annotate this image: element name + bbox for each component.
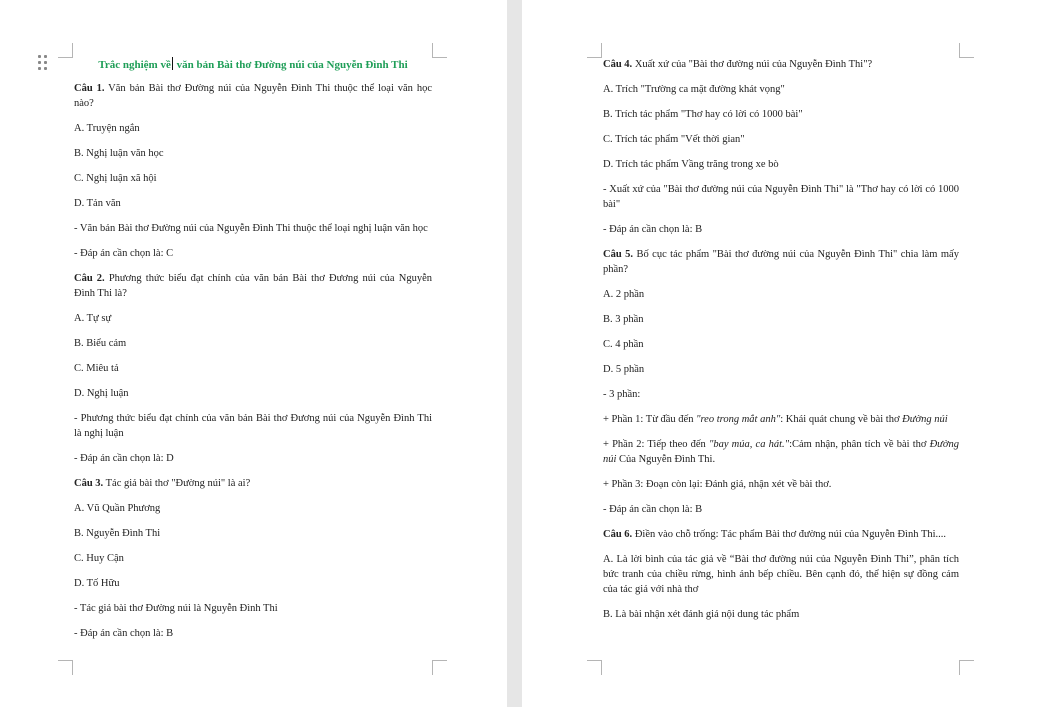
page-content (603, 57, 959, 632)
question-number: Câu 5. (603, 249, 633, 260)
margin-mark-bottom-right (432, 660, 447, 675)
explanation: - Xuất xứ của "Bài thơ đường núi của Nguyễn Đình Thi" là "Thơ hay có lời có 1000 bài" (603, 184, 959, 210)
question-2 (74, 271, 432, 301)
option: D. 5 phần (603, 364, 645, 375)
question-1 (74, 81, 432, 111)
text-cursor (172, 57, 173, 70)
option: B. Là bài nhận xét đánh giá nội dung tác phẩm (603, 609, 800, 620)
document-page-right[interactable] (522, 0, 1040, 707)
option: D. Tản văn (74, 198, 121, 209)
answer: - Đáp án cần chọn là: B (603, 224, 703, 235)
option: B. 3 phần (603, 314, 644, 325)
margin-mark-top-right (959, 43, 974, 58)
option: A. Trích "Trường ca mặt đường khát vọng" (603, 84, 785, 95)
option: C. Trích tác phẩm "Vết thời gian" (603, 134, 745, 145)
option: D. Tố Hữu (74, 578, 120, 589)
option: A. Truyện ngắn (74, 123, 140, 134)
option: D. Nghị luận (74, 388, 129, 399)
parts-intro: - 3 phần: (603, 389, 641, 400)
margin-mark-bottom-left (587, 660, 602, 675)
question-number: Câu 2. (74, 273, 105, 284)
option: A. Tự sự (74, 313, 112, 324)
explanation: - Văn bản Bài thơ Đường núi của Nguyễn Đình Thi thuộc thể loại nghị luận văn học (74, 223, 428, 234)
answer: - Đáp án cần chọn là: B (603, 504, 703, 515)
answer: - Đáp án cần chọn là: D (74, 453, 174, 464)
part-2: + Phần 2: Tiếp theo đến "bay múa, ca hát.":Cảm nhận, phân tích về bài thơ Đường núi Của Nguyễn Đình Thi. (603, 439, 959, 465)
question-5 (603, 247, 959, 277)
question-number: Câu 1. (74, 83, 105, 94)
paragraph-move-handle-icon[interactable] (38, 55, 50, 71)
question-text: Bố cục tác phẩm "Bài thơ đường núi của Nguyễn Đình Thi" chia làm mấy phần? (603, 249, 959, 275)
option: B. Nguyễn Đình Thi (74, 528, 161, 539)
answer: - Đáp án cần chọn là: B (74, 628, 174, 639)
document-title[interactable]: Trắc nghiệm về văn bản Bài thơ Đường núi của Nguyễn Đình Thi (98, 59, 408, 71)
question-text: Tác giả bài thơ "Đường núi" là ai? (103, 478, 251, 489)
option: C. Huy Cận (74, 553, 124, 564)
question-number: Câu 4. (603, 59, 633, 70)
question-text: Văn bản Bài thơ Đường núi của Nguyễn Đình Thi thuộc thể loại văn học nào? (74, 83, 432, 109)
explanation: - Tác giả bài thơ Đường núi là Nguyễn Đình Thi (74, 603, 278, 614)
page-content (74, 57, 432, 651)
part-3: + Phần 3: Đoạn còn lại: Đánh giá, nhận xét về bài thơ. (603, 479, 832, 490)
question-number: Câu 6. (603, 529, 633, 540)
option: B. Biểu cảm (74, 338, 127, 349)
question-3 (74, 476, 432, 491)
question-4 (603, 57, 959, 72)
margin-mark-top-left (58, 43, 73, 58)
option: D. Trích tác phẩm Vầng trăng trong xe bò (603, 159, 779, 170)
margin-mark-top-right (432, 43, 447, 58)
question-text: Phương thức biểu đạt chính của văn bản Bài thơ Đương núi của Nguyễn Đình Thi là? (74, 273, 432, 299)
question-text: Điền vào chỗ trống: Tác phẩm Bài thơ đường núi của Nguyễn Đình Thi.... (632, 529, 947, 540)
question-text: Xuất xứ của "Bài thơ đường núi của Nguyễn Đình Thi"? (632, 59, 873, 70)
option: C. Miêu tả (74, 363, 119, 374)
option: A. Là lời bình của tác giả về “Bài thơ đường núi của Nguyễn Đình Thi”, phân tích bức tranh của chiều rừng, hình ảnh bếp chiều. Bên cạnh đó, thể hiện sự đồng cảm của tác giả với nhà thơ (603, 554, 959, 595)
explanation: - Phương thức biểu đạt chính của văn bản Bài thơ Đương núi của Nguyễn Đình Thi là nghị luận (74, 413, 432, 439)
option: B. Nghị luận văn học (74, 148, 164, 159)
question-6 (603, 527, 959, 542)
answer: - Đáp án cần chọn là: C (74, 248, 174, 259)
question-number: Câu 3. (74, 478, 104, 489)
document-page-left[interactable] (0, 0, 507, 707)
option: B. Trích tác phẩm "Thơ hay có lời có 1000 bài" (603, 109, 803, 120)
option: A. 2 phần (603, 289, 645, 300)
margin-mark-bottom-left (58, 660, 73, 675)
margin-mark-top-left (587, 43, 602, 58)
option: C. 4 phần (603, 339, 644, 350)
margin-mark-bottom-right (959, 660, 974, 675)
part-1: + Phần 1: Từ đầu đến "reo trong mắt anh": Khái quát chung về bài thơ Đường núi (603, 414, 948, 425)
option: C. Nghị luận xã hội (74, 173, 157, 184)
option: A. Vũ Quần Phương (74, 503, 161, 514)
